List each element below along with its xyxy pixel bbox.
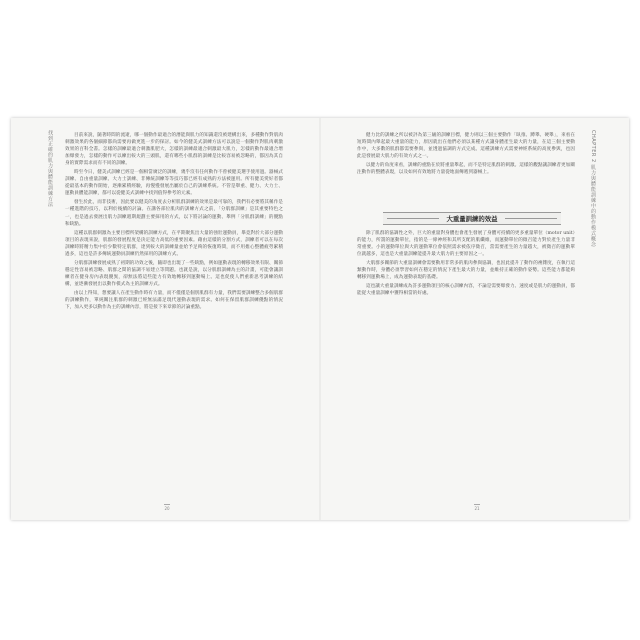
right-running-head: CHAPTER 2 肌力與體能訓練中的動作模式概念 [590, 130, 596, 248]
left-page [11, 118, 319, 520]
right-body-paragraph-3: 這也讓大重量訓練成為許多運動項目的核心訓練內容，不論是需要爆發力、速度或是肌力的運動員，都能從大重量訓練中獲得相當的好處。 [357, 284, 575, 297]
left-paragraph-5: 分肌群訓練發展成熟了初期的功效之後，隨即也出現了一些缺點，例如運動表現的轉移效果有限、關節穩定性容易被忽略、肌群之間的協調不易建立等問題。也就是說，以分肌群訓練為主的計畫，可能會讓訓練者在健身房內表現優異，卻無法將這些能力有效地轉移到運動場上。這也促使人們重新思考訓練的結構，並逐漸發展出以動作模式為主的訓練方式。 [65, 260, 283, 287]
right-page-number: 21 [467, 504, 487, 512]
right-body-paragraph-1: 除了肌群的協調性之外，巨大的重量對身體也會產生發展了身體可持續的更多重量單位（motor unit）的能力，所謂的運動單位，指的是一條神經和其所支配的肌纖維，而運動單位的徵召能力對於產生力量非常重要。小的運動單位與大的運動單位會依照需求被依序徵召，當需要產生的力量越大，被徵召的運動單位就越多，這也是大重量訓練能提升最大肌力的主要原因之一。 [357, 231, 575, 258]
section-heading: 大重量訓練的效益 [446, 215, 498, 223]
right-intro-paragraph-1: 健力比的訓練之所以被評為第三級的訓練目標，健力則以三個主要動作「臥推、蹲舉、硬舉」，來看在短時間內舉起最大重量的能力，原因就出在他們必須以某種方式讓身體產生最大的力量，在這三個主要動作中，大多數的肌群都需要參與，並透過協調的方式完成。這種訓練方式需要神經系統的高度參與，也因此是發展最大肌力的有效方式之一。 [357, 133, 575, 160]
right-intro-paragraph-2: 以健力的角度來看，訓練的重點在於將重量舉起，而不是特定肌群的刺激。這樣的觀點讓訓練者更加關注動作的整體表現，以及如何有效地將力量從地面傳遞到器械上。 [357, 163, 575, 176]
right-body-text [357, 230, 575, 299]
right-page [321, 118, 629, 520]
section-heading-box [383, 212, 561, 225]
left-paragraph-3: 發生於此，而非技術，因此要以健美的角度去分析肌群訓練的效果是最可靠的，我們有必要將其稱作是一種進階的技巧，以利於後續的討論。在講各部位肌肉的訓練方式之前，「分肌群訓練」是其重要特色之一，也是過去發展出肌力訓練週期規劃主要採用的方式，以下將討論的運動、舉例「分肌群訓練」的優點和缺點。 [65, 200, 283, 227]
left-page-number: 20 [157, 504, 177, 512]
left-paragraph-4: 這種以肌群刺激為主要目標所架構的訓練方式，在平期聚焦出大量的強壯運動員，畢竟對於大部分運動項目的表現來說，肌群的發展程度是決定能力高低的重要因素。藉由這樣的分割方式，訓練者可以在每次訓練時將精力集中於少數特定肌群，達到較大的訓練量並給予足夠的恢復時間，而不用擔心整體疲勞累積過多，這也是許多傳統運動員訓練仍然採用的訓練方式。 [65, 230, 283, 257]
right-intro-text [357, 132, 575, 178]
left-running-head: 找到正確的肌力與體能訓練方法 [47, 130, 53, 207]
right-body-paragraph-2: 大肌群多關節的大重量訓練會需要動用非常多的肌肉參與協調，也因此提升了動作的複雜度，在執行這類動作時，身體必須學習如何在穩定的情況下產生最大的力量，並維持正確的動作姿勢。這些能力都能夠轉移到運動場上，成為運動表現的基礎。 [357, 261, 575, 281]
left-paragraph-6: 由以上得知，想要讓人在產生動作時有力量，而不僅僅是個別肌群有力量，我們需要訓練整合多個肌群的訓練動作，單純關注肌群的刺激已經無法滿足現代運動表現的需求。如何在保留肌群訓練優點的情況下，加入更多以動作為主的訓練內容，將是接下來章節的討論重點。 [65, 290, 283, 311]
left-page-text [65, 132, 283, 313]
book-spread [11, 118, 629, 520]
left-paragraph-2: 時至今日，健美式訓練已經是一個相當廣泛的訓練，幾乎沒有任何動作不曾被健美選手使用過。器械式訓練、自由重量訓練、大力士訓練、非傳統訓練等等技巧都已經有成熟的方法被運用。所有健美愛好者都從最基本的動作開始，逐漸累積經驗，再慢慢發展出屬於自己的訓練系統。不管是舉重、健力、大力士、運動員體能訓練，都可以從健美式訓練中找到值得參考的元素。 [65, 170, 283, 197]
left-paragraph-1: 目前來說，隨著時間的流逝，哪一個動作最適合的潛能與肌力的知識還沒被建構出來，多種動作對肌肉刺激效果的各個細節都尚需要再做更進一步的探討。如今的健美式訓練方法可以說是一個動作對肌肉刺激效果的百科全書。怎樣的訓練最適合刺激肌肥大，怎樣的訓練最適合刺激最大肌力，怎樣的動作最適合增加爆發力，怎樣的動作可以練出較大的三頭肌，還有哪些小肌群的訓練是比較容易被忽略的，都因為其自身的實際需求而有不同的訓練。 [65, 133, 283, 167]
